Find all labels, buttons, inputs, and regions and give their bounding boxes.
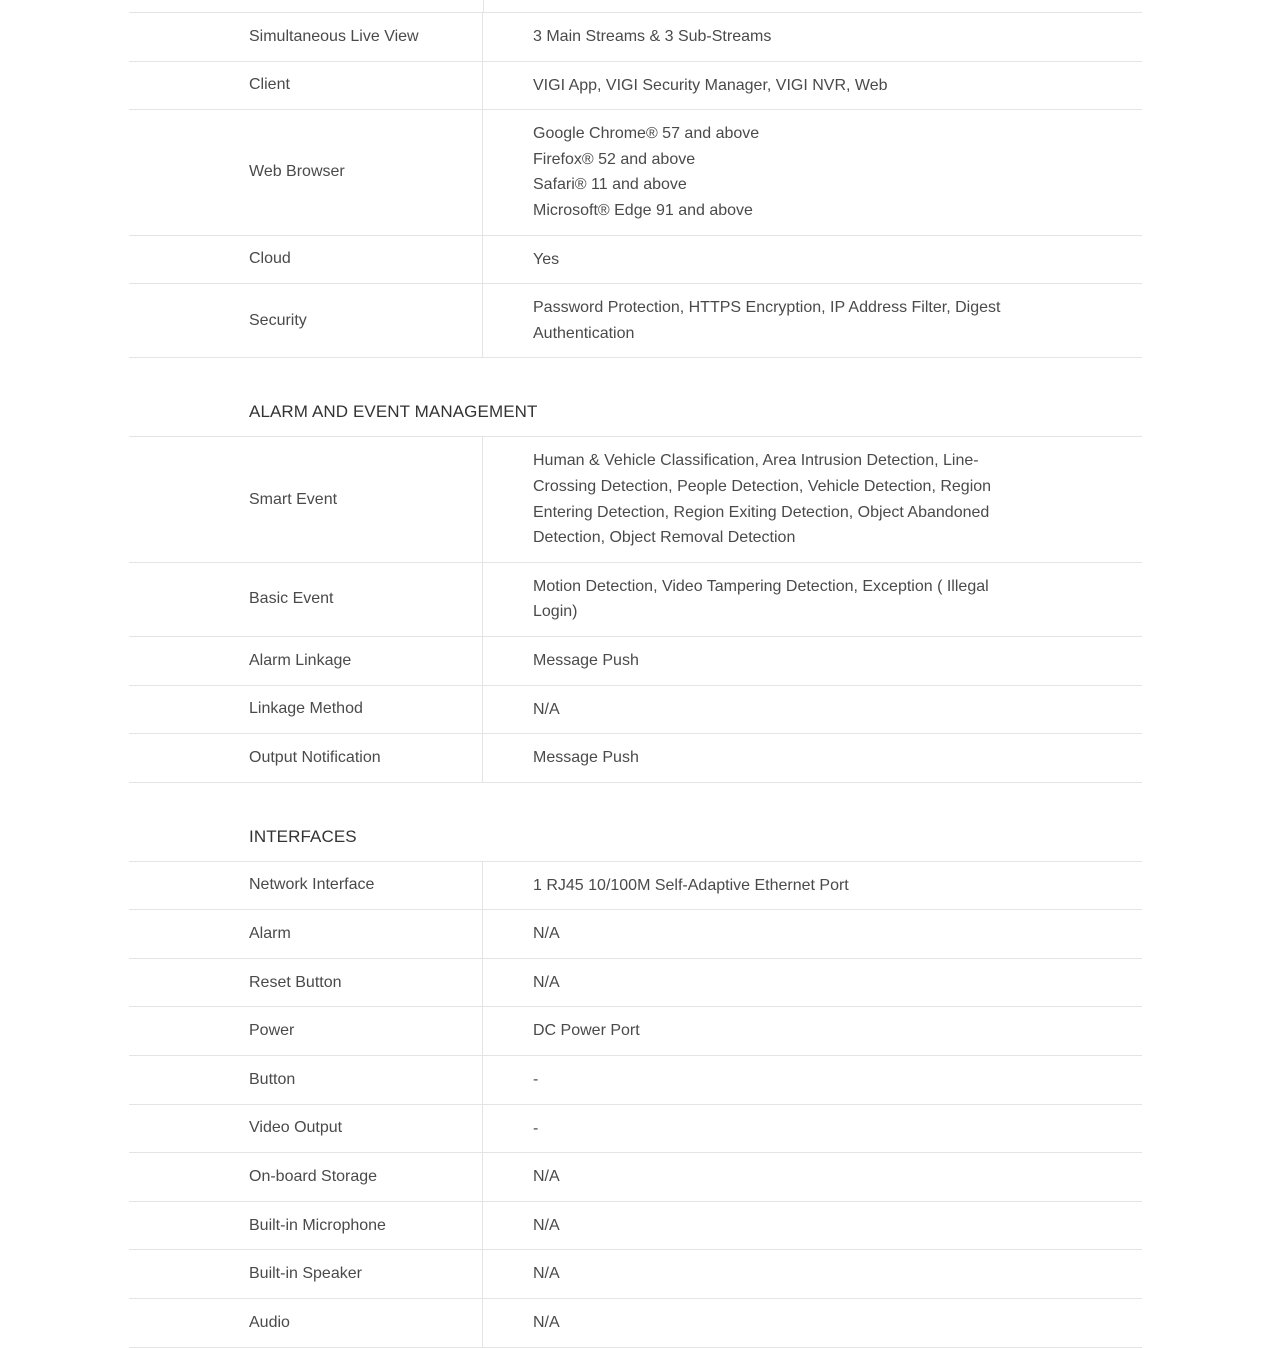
spec-value-line: N/A xyxy=(533,1216,560,1234)
spec-value xyxy=(483,637,1013,685)
spec-row-on-board-storage xyxy=(129,1153,1142,1202)
spec-value xyxy=(483,1250,1013,1298)
section-alarm-and-event-management xyxy=(129,358,1142,782)
spec-row-alarm-linkage xyxy=(129,637,1142,686)
spec-row-client xyxy=(129,62,1142,111)
spec-value xyxy=(483,563,1013,636)
spec-label: Simultaneous Live View xyxy=(129,13,483,61)
spec-row-reset-button xyxy=(129,959,1142,1008)
section-title: INTERFACES xyxy=(129,783,1142,862)
spec-row-output-notification xyxy=(129,734,1142,783)
spec-value-line: 3 Main Streams & 3 Sub-Streams xyxy=(533,28,772,45)
spec-value xyxy=(483,686,1013,734)
spec-value-line: - xyxy=(533,1119,539,1137)
spec-value xyxy=(483,236,1013,284)
spec-sections xyxy=(129,358,1142,1347)
spec-value-line: Microsoft® Edge 91 and above xyxy=(533,201,753,219)
spec-row-video-output xyxy=(129,1105,1142,1154)
spec-row-network-interface xyxy=(129,862,1142,911)
spec-value-line: N/A xyxy=(533,700,560,718)
spec-value-line: Message Push xyxy=(533,749,639,767)
spec-value-line: Google Chrome® 57 and above xyxy=(533,125,760,143)
spec-value-line: DC Power Port xyxy=(533,1022,640,1040)
spec-label: Cloud xyxy=(129,236,483,284)
spec-table xyxy=(129,0,1142,1348)
spec-value-line: VIGI App, VIGI Security Manager, VIGI NVR, Web xyxy=(533,76,888,94)
spec-label: Reset Button xyxy=(129,959,483,1007)
spec-value xyxy=(483,1202,1013,1250)
spec-label: Built-in Microphone xyxy=(129,1202,483,1250)
spec-value xyxy=(483,1007,1013,1055)
spec-row-web-browser xyxy=(129,110,1142,235)
spec-value xyxy=(483,62,1013,110)
spec-row-audio xyxy=(129,1299,1142,1348)
spec-label: Output Notification xyxy=(129,734,483,782)
spec-value-line: - xyxy=(533,1071,539,1089)
spec-value-line: N/A xyxy=(533,1168,560,1186)
spec-row-smart-event xyxy=(129,437,1142,562)
spec-label: Built-in Speaker xyxy=(129,1250,483,1298)
spec-value xyxy=(483,734,1013,782)
spec-label: Power xyxy=(129,1007,483,1055)
spec-value-line: N/A xyxy=(533,925,560,943)
spec-value-line: Human & Vehicle Classification, Area Intrusion Detection, Line-Crossing Detection, People Detection, Vehicle Detection, Region Entering Detection, Region Exiting Detection, Object Abandoned Detection, Object Removal Detection xyxy=(533,452,992,547)
spec-value xyxy=(483,110,1013,234)
spec-value-line: N/A xyxy=(533,973,560,991)
spec-label: Client xyxy=(129,62,483,110)
spec-value-line: N/A xyxy=(533,1265,560,1283)
spec-label: Audio xyxy=(129,1299,483,1347)
spec-row-linkage-method xyxy=(129,686,1142,735)
spec-value xyxy=(483,284,1013,357)
spec-label: Smart Event xyxy=(129,437,483,561)
spec-value xyxy=(483,13,1013,61)
spec-value-line: 1 RJ45 10/100M Self-Adaptive Ethernet Port xyxy=(533,876,849,894)
spec-label: Alarm xyxy=(129,910,483,958)
spec-row-cloud xyxy=(129,236,1142,285)
spec-row-built-in-speaker xyxy=(129,1250,1142,1299)
spec-label: Button xyxy=(129,1056,483,1104)
spec-row-simultaneous-live-view xyxy=(129,13,1142,62)
spec-value-line: Safari® 11 and above xyxy=(533,176,687,194)
spec-row-button xyxy=(129,1056,1142,1105)
section-interfaces xyxy=(129,783,1142,1348)
spec-label: Web Browser xyxy=(129,110,483,234)
spec-value xyxy=(483,1153,1013,1201)
spec-value-line: Firefox® 52 and above xyxy=(533,150,696,168)
spec-value-line: N/A xyxy=(533,1314,560,1332)
spec-label: Basic Event xyxy=(129,563,483,636)
spec-label: Security xyxy=(129,284,483,357)
spec-label: Alarm Linkage xyxy=(129,637,483,685)
spec-value xyxy=(483,910,1013,958)
spec-value-line: Motion Detection, Video Tampering Detection, Exception ( Illegal Login) xyxy=(533,577,989,621)
spec-value xyxy=(483,437,1013,561)
spec-label: Video Output xyxy=(129,1105,483,1153)
spec-value xyxy=(483,1105,1013,1153)
spec-value xyxy=(483,1299,1013,1347)
table-top-edge xyxy=(129,0,1142,13)
spec-row-alarm xyxy=(129,910,1142,959)
spec-row-basic-event xyxy=(129,563,1142,637)
network-spec-group xyxy=(129,13,1142,358)
spec-label: On-board Storage xyxy=(129,1153,483,1201)
spec-value xyxy=(483,862,1013,910)
spec-row-security xyxy=(129,284,1142,358)
spec-row-power xyxy=(129,1007,1142,1056)
spec-value xyxy=(483,959,1013,1007)
spec-row-built-in-microphone xyxy=(129,1202,1142,1251)
spec-label: Network Interface xyxy=(129,862,483,910)
spec-label: Linkage Method xyxy=(129,686,483,734)
spec-value-line: Yes xyxy=(533,250,560,268)
spec-value-line: Message Push xyxy=(533,651,639,669)
spec-value xyxy=(483,1056,1013,1104)
section-title: ALARM AND EVENT MANAGEMENT xyxy=(129,358,1142,437)
spec-value-line: Password Protection, HTTPS Encryption, IP Address Filter, Digest Authentication xyxy=(533,299,1001,342)
